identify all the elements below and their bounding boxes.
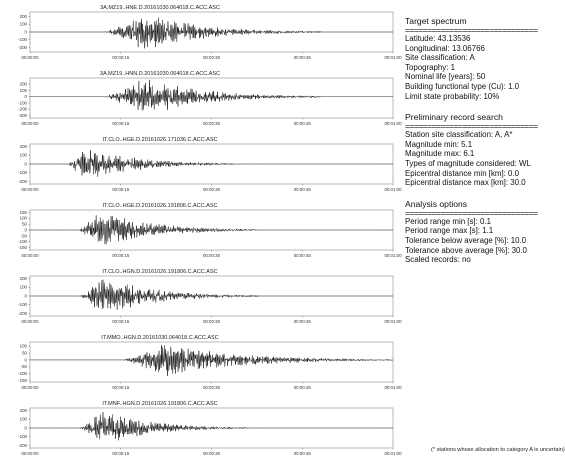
waveform-trace <box>30 345 393 376</box>
x-tick-label: 00:01:00 <box>384 385 402 390</box>
panel-title: IT.MNF..HGN.D.20161026.191806.C.ACC.ASC <box>102 401 218 407</box>
y-tick-label: 150 <box>19 209 27 215</box>
analysis-options-separator: ============================== <box>405 207 538 218</box>
waveform-panel-6 <box>18 335 402 390</box>
panel-title: IT.CLO..HGE.D.20161026.171036.C.ACC.ASC <box>102 137 218 143</box>
analysis-options-title: Analysis options <box>405 198 468 209</box>
x-tick-label: 00:00:00 <box>21 55 39 60</box>
x-tick-label: 00:00:45 <box>293 187 311 192</box>
y-tick-label: -100 <box>18 37 27 43</box>
waveform-panel-2 <box>18 71 402 126</box>
record-search-separator: ============================== <box>405 121 538 132</box>
analysis-tolerance-above: Tolerance above average [%]: 30.0 <box>405 245 527 255</box>
x-tick-label: 00:00:30 <box>202 121 221 126</box>
target-site-classification: Site classification: A <box>405 53 475 63</box>
x-tick-label: 00:00:30 <box>202 187 221 192</box>
y-tick-label: -100 <box>18 170 27 176</box>
waveform-trace <box>30 412 393 440</box>
y-tick-label: -200 <box>18 178 27 184</box>
y-tick-label: -150 <box>18 378 27 384</box>
y-tick-label: 0 <box>24 227 27 233</box>
y-tick-label: 0 <box>24 94 27 100</box>
x-tick-label: 00:00:00 <box>21 253 39 258</box>
x-tick-label: 00:00:15 <box>112 187 130 192</box>
x-tick-label: 00:00:30 <box>202 55 221 60</box>
waveform-trace <box>30 280 393 310</box>
panel-title: IT.CLO..HGE.D.20161026.191806.C.ACC.ASC <box>102 203 218 209</box>
record-search-title: Preliminary record search <box>405 112 503 123</box>
waveform-trace <box>30 150 393 177</box>
x-tick-label: 00:00:00 <box>21 451 39 456</box>
x-tick-label: 00:01:00 <box>384 451 402 456</box>
y-tick-label: -50 <box>20 364 27 370</box>
y-tick-label: -200 <box>18 106 27 112</box>
waveform-trace <box>30 215 393 244</box>
waveform-trace <box>30 80 393 110</box>
waveform-trace <box>30 18 393 49</box>
y-tick-label: -100 <box>18 100 27 106</box>
analysis-options-section <box>405 199 550 265</box>
y-tick-label: 100 <box>19 284 27 290</box>
y-tick-label: 100 <box>19 21 27 27</box>
target-spectrum-separator: ============================== <box>405 25 538 35</box>
plot-frame <box>30 342 393 382</box>
x-tick-label: 00:00:45 <box>293 319 311 324</box>
y-tick-label: 100 <box>19 152 27 158</box>
target-longitude: Longitudinal: 13.06766 <box>405 43 485 53</box>
y-tick-label: 200 <box>19 14 27 20</box>
y-tick-label: 100 <box>19 215 27 221</box>
panel-title: IT.CLO..HGN.D.20161026.191806.C.ACC.ASC <box>102 269 218 275</box>
x-tick-label: 00:01:00 <box>384 121 402 126</box>
target-latitude: Latitude: 43.13536 <box>405 34 471 43</box>
y-tick-label: -100 <box>18 239 27 245</box>
x-tick-label: 00:00:30 <box>202 319 221 324</box>
x-tick-label: 00:00:45 <box>293 55 311 60</box>
panel-title: IT.MMO..HGN.D.20161030.064018.C.ACC.ASC <box>101 335 219 341</box>
info-panel <box>405 16 550 276</box>
target-nominal-life: Nominal life [years]: 50 <box>405 72 486 82</box>
target-spectrum-title: Target spectrum <box>405 16 467 26</box>
y-tick-label: 200 <box>19 408 27 414</box>
x-tick-label: 00:01:00 <box>384 253 402 258</box>
y-tick-label: -100 <box>18 302 27 308</box>
target-building-type: Building functional type (Cu): 1.0 <box>405 81 520 91</box>
waveform-panel-1 <box>18 5 402 60</box>
y-tick-label: 50 <box>22 350 27 356</box>
x-tick-label: 00:00:15 <box>112 319 130 324</box>
target-spectrum-section <box>405 16 550 101</box>
panel-title: 3A.MZ19..HNN.D.20161030.064018.C.ACC.ASC <box>99 71 221 77</box>
x-tick-label: 00:00:30 <box>202 253 221 258</box>
x-tick-label: 00:00:15 <box>112 121 130 126</box>
y-tick-label: -300 <box>18 112 27 118</box>
y-tick-label: 0 <box>24 357 27 363</box>
footnote: (* stations whose allocation to category A is uncertain) <box>431 447 565 453</box>
x-tick-label: 00:00:00 <box>21 385 39 390</box>
y-tick-label: -200 <box>18 44 27 50</box>
x-tick-label: 00:00:15 <box>112 253 130 258</box>
x-tick-label: 00:00:15 <box>112 451 130 456</box>
record-search-section <box>405 112 550 188</box>
y-tick-label: -150 <box>18 245 27 251</box>
x-tick-label: 00:01:00 <box>384 319 402 324</box>
x-tick-label: 00:00:15 <box>112 385 130 390</box>
y-tick-label: 0 <box>24 293 27 299</box>
analysis-scaled-records: Scaled records: no <box>405 255 471 265</box>
x-tick-label: 00:00:00 <box>21 121 39 126</box>
x-tick-label: 00:00:30 <box>202 385 221 390</box>
y-tick-label: -200 <box>18 442 27 448</box>
search-magnitude-types: Types of magnitude considered: WL <box>405 158 531 168</box>
y-tick-label: 50 <box>22 221 27 227</box>
y-tick-label: 0 <box>24 425 27 431</box>
target-topography: Topography: 1 <box>405 62 456 72</box>
analysis-period-max: Period range max [s]: 1.1 <box>405 226 494 236</box>
y-tick-label: -100 <box>18 371 27 377</box>
search-magnitude-min: Magnitude min: 5.1 <box>405 139 473 149</box>
y-tick-label: 200 <box>19 144 27 150</box>
y-tick-label: -200 <box>18 310 27 316</box>
analysis-period-min: Period range min [s]: 0.1 <box>405 216 491 226</box>
waveform-panel-5 <box>18 269 402 324</box>
search-distance-min: Epicentral distance min [km]: 0.0 <box>405 168 520 178</box>
x-tick-label: 00:00:45 <box>293 253 311 258</box>
x-tick-label: 00:01:00 <box>384 187 402 192</box>
x-tick-label: 00:00:45 <box>293 451 311 456</box>
search-station-class: Station site classification: A, A* <box>405 130 513 140</box>
search-magnitude-max: Magnitude max: 6.1 <box>405 149 475 159</box>
x-tick-label: 00:00:30 <box>202 451 221 456</box>
x-tick-label: 00:00:15 <box>112 55 130 60</box>
y-tick-label: 100 <box>19 343 27 349</box>
waveform-panel-7 <box>18 401 402 456</box>
y-tick-label: 200 <box>19 81 27 87</box>
y-tick-label: 100 <box>19 416 27 422</box>
panel-title: 3A.MZ19..HNE.D.20161030.064018.C.ACC.ASC <box>100 5 220 11</box>
x-tick-label: 00:00:00 <box>21 187 39 192</box>
waveform-panel-4 <box>18 203 402 258</box>
waveform-panel-3 <box>18 137 402 192</box>
y-tick-label: 200 <box>19 276 27 282</box>
x-tick-label: 00:00:45 <box>293 121 311 126</box>
analysis-tolerance-below: Tolerance below average [%]: 10.0 <box>405 235 527 245</box>
search-distance-max: Epicentral distance max [km]: 30.0 <box>405 178 526 188</box>
x-tick-label: 00:01:00 <box>384 55 402 60</box>
x-tick-label: 00:00:45 <box>293 385 311 390</box>
y-tick-label: 0 <box>24 29 27 35</box>
y-tick-label: 100 <box>19 87 27 93</box>
y-tick-label: -100 <box>18 434 27 440</box>
y-tick-label: -50 <box>20 233 27 239</box>
y-tick-label: 0 <box>24 161 27 167</box>
x-tick-label: 00:00:00 <box>21 319 39 324</box>
target-limit-state: Limit state probability: 10% <box>405 91 500 101</box>
